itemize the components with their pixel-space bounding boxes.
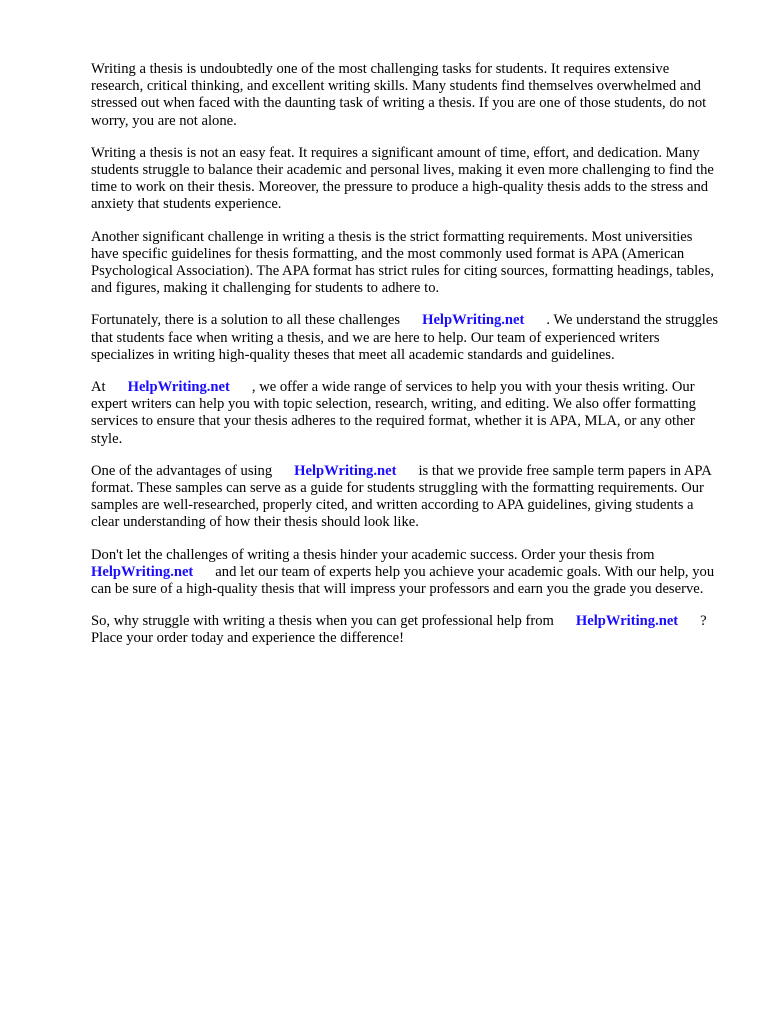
paragraph-text: ? Place your order today and experience the difference! xyxy=(91,613,707,647)
paragraph-advantages xyxy=(91,463,723,532)
helpwriting-link[interactable]: HelpWriting.net xyxy=(127,379,230,396)
helpwriting-link[interactable]: HelpWriting.net xyxy=(91,563,194,580)
paragraph-text: Another significant challenge in writing a thesis is the strict formatting requirements. Most universities have specific guidelines for thesis formatting, and the most commonly used format is APA (American Psychological Association). The APA format has strict rules for citing sources, formatting headings, tables, and figures, making it challenging for students to adhere to. xyxy=(91,228,714,297)
paragraph-text: So, why struggle with writing a thesis when you can get professional help from xyxy=(91,613,554,630)
paragraph-text: Writing a thesis is not an easy feat. It requires a significant amount of time, effort, and dedication. Many students struggle to balance their academic and personal lives, making it even more challenging to find the time to work on their thesis. Moreover, the pressure to produce a high-quality thesis adds to the stress and anxiety that students experience. xyxy=(91,144,714,213)
paragraph-text: and let our team of experts help you achieve your academic goals. With our help, you can be sure of a high-quality thesis that will impress your professors and earn you the grade you deserve. xyxy=(91,563,715,598)
paragraph-text: At xyxy=(91,379,106,396)
paragraph-formatting xyxy=(91,229,723,298)
paragraph-services xyxy=(91,379,723,448)
paragraph-text: . We understand the struggles that students face when writing a thesis, and we are here to help. Our team of experienced writers specializes in writing high-quality theses that meet all academic standards and guidelines. xyxy=(91,312,719,363)
helpwriting-link[interactable]: HelpWriting.net xyxy=(575,613,679,630)
helpwriting-link[interactable]: HelpWriting.net xyxy=(294,462,397,479)
document-page xyxy=(91,61,723,663)
paragraph-text: Writing a thesis is undoubtedly one of the most challenging tasks for students. It requires extensive research, critical thinking, and excellent writing skills. Many students find themselves overwhelmed and stressed out when faced with the daunting task of writing a thesis. If you are one of those students, do not worry, you are not alone. xyxy=(91,61,707,129)
paragraph-text: is that we provide free sample term papers in APA format. These samples can serve as a guide for students struggling with the formatting requirements. Our samples are well-researched, properly cited, and written according to APA guidelines, giving students a clear understanding of how their thesis should look like. xyxy=(91,462,711,531)
paragraph-text: Don't let the challenges of writing a thesis hinder your academic success. Order your thesis from xyxy=(91,546,655,563)
paragraph-intro xyxy=(91,61,723,130)
paragraph-text: One of the advantages of using xyxy=(91,462,273,479)
paragraph-order xyxy=(91,547,723,599)
helpwriting-link[interactable]: HelpWriting.net xyxy=(422,312,525,329)
paragraph-closing xyxy=(91,613,723,647)
paragraph-solution xyxy=(91,312,723,364)
paragraph-text: , we offer a wide range of services to help you with your thesis writing. Our expert writers can help you with topic selection, research, writing, and editing. We also offer formatting services to ensure that your thesis adheres to the required format, whether it is APA, MLA, or any other style. xyxy=(91,379,696,447)
paragraph-difficulty xyxy=(91,145,723,214)
paragraph-text: Fortunately, there is a solution to all these challenges xyxy=(91,312,401,329)
